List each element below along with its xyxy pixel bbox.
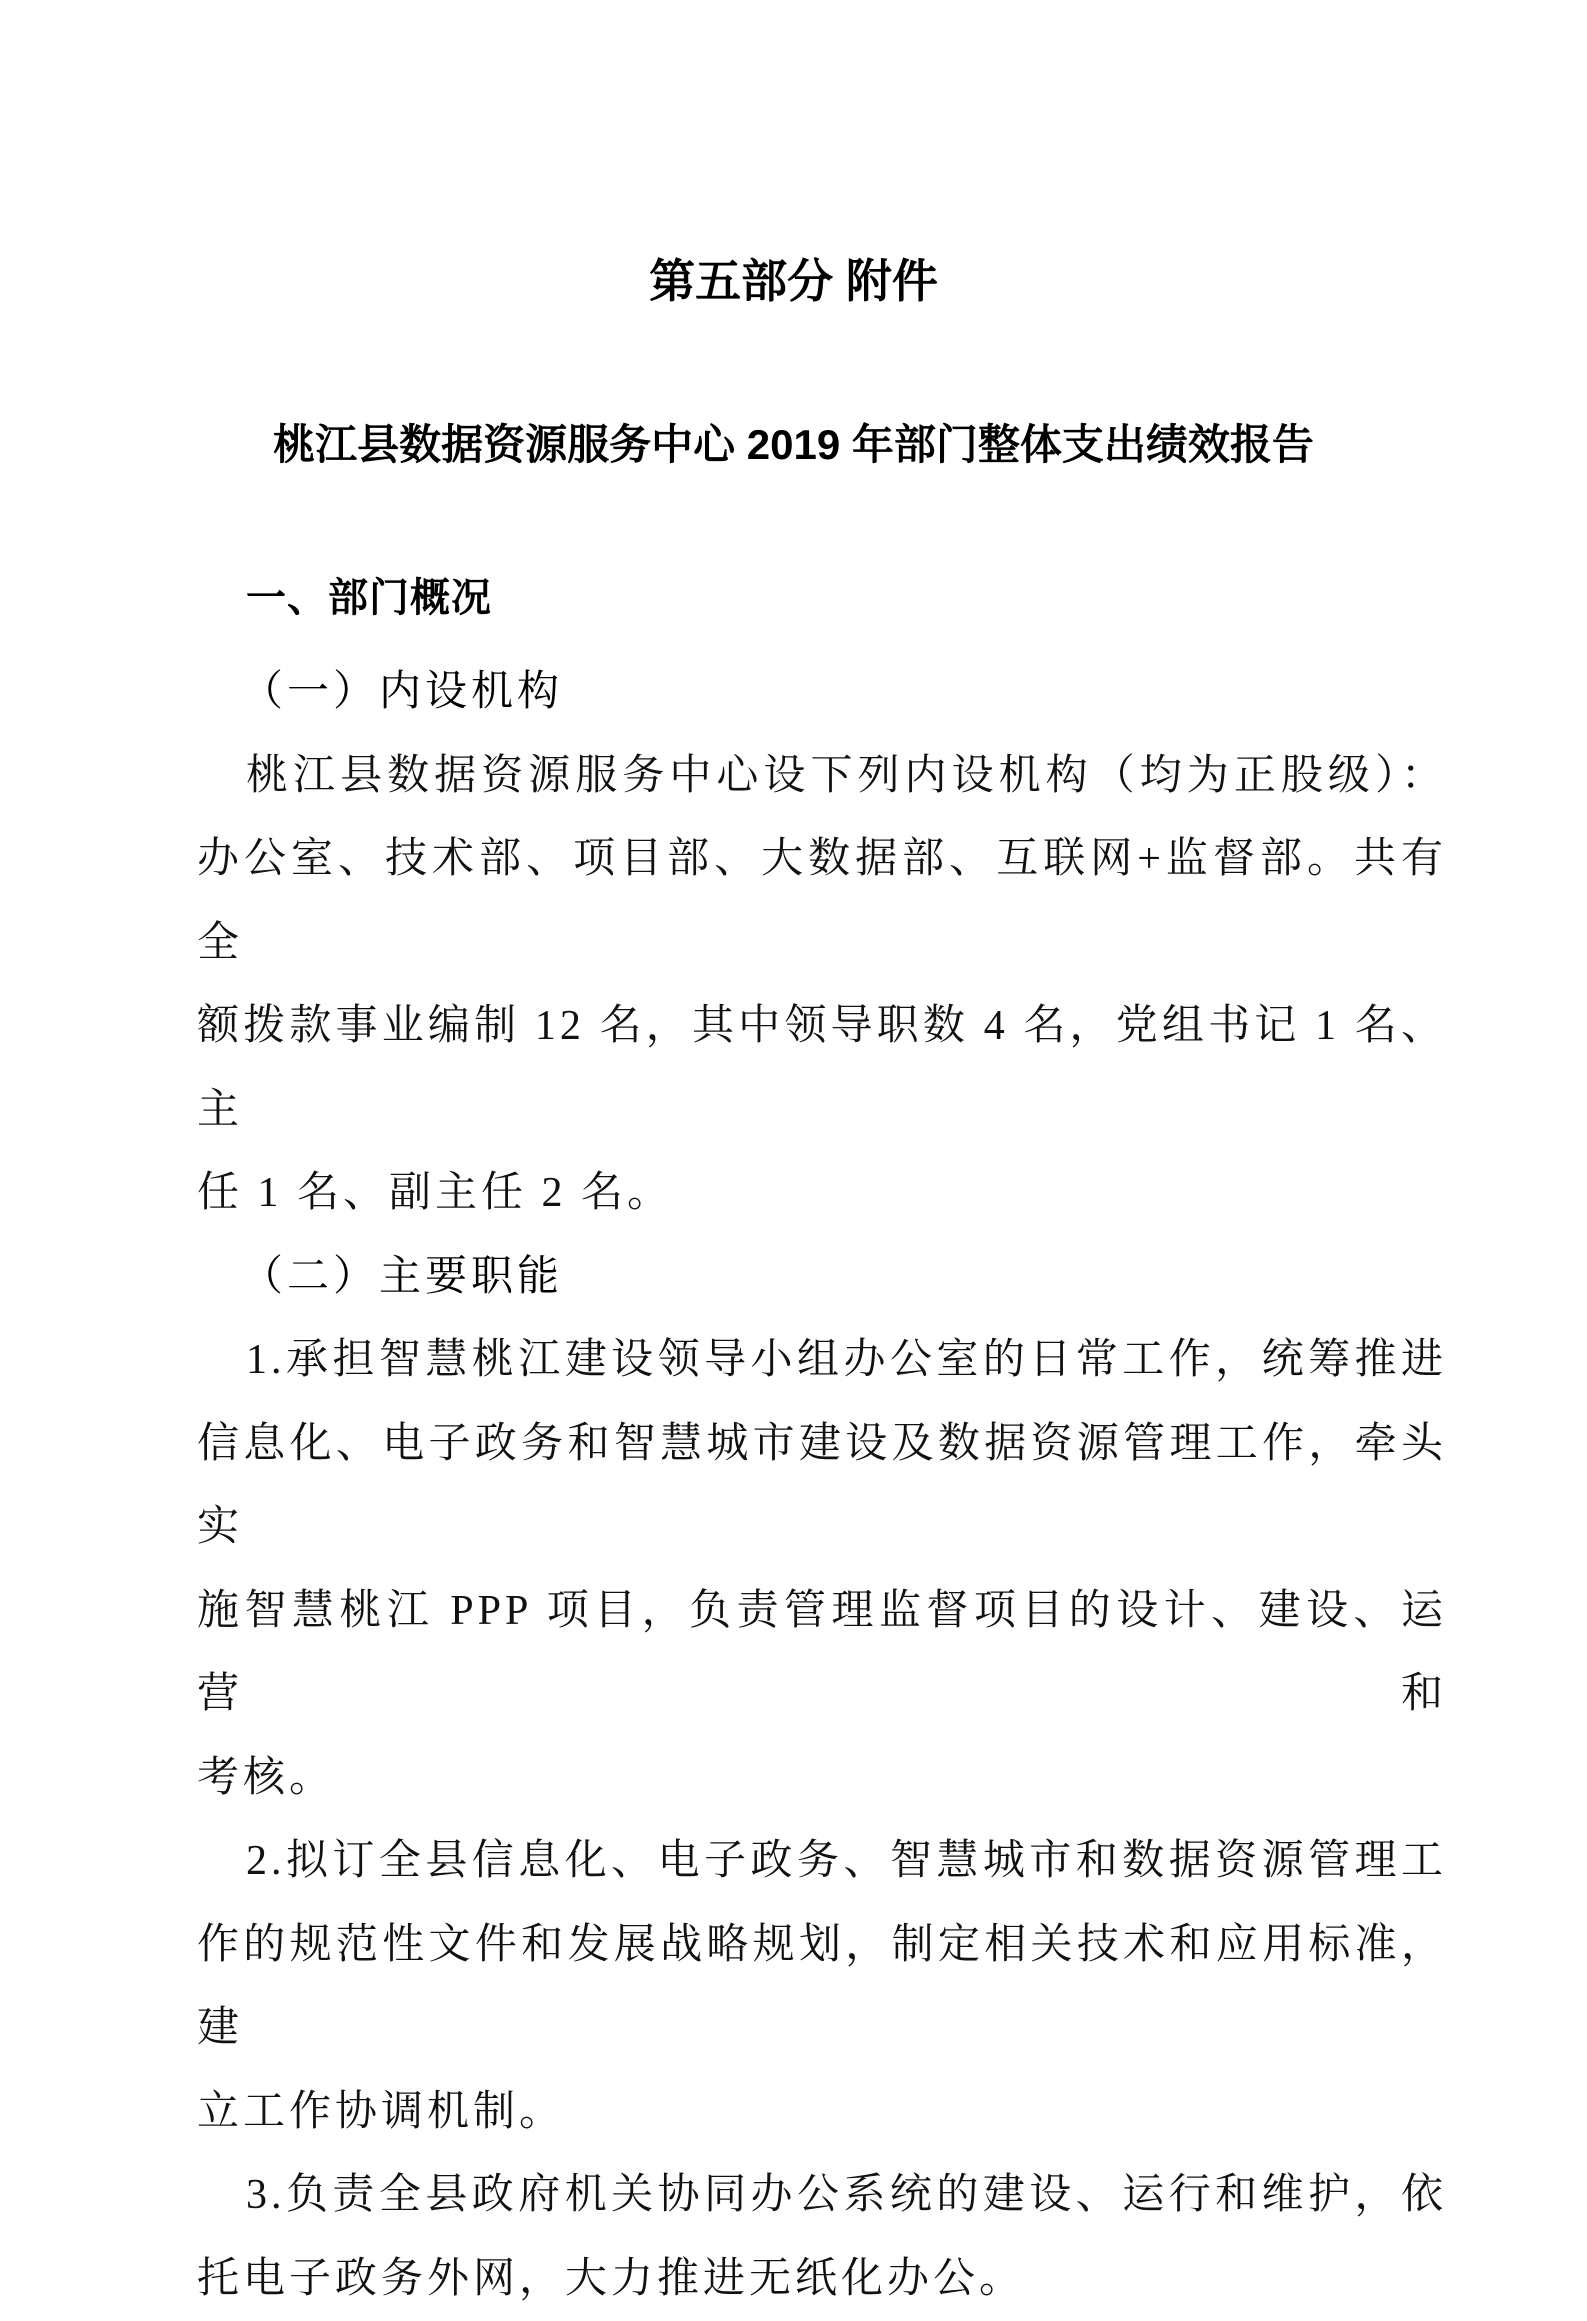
text-line: 作的规范性文件和发展战略规划，制定相关技术和应用标准，建 <box>197 1904 1447 2071</box>
text-line: 办公室、技术部、项目部、大数据部、互联网+监督部。共有全 <box>197 818 1447 985</box>
sub-heading-internal-organs: （一）内设机构 <box>197 651 1447 735</box>
section-heading-overview: 一、部门概况 <box>197 574 1447 622</box>
text-line: 施智慧桃江 PPP 项目，负责管理监督项目的设计、建设、运营和 <box>197 1570 1447 1737</box>
text-line: 立工作协调机制。 <box>197 2071 1447 2155</box>
text-line: 桃江县数据资源服务中心设下列内设机构（均为正股级）： <box>197 735 1447 819</box>
text-line: 3.负责全县政府机关协同办公系统的建设、运行和维护，依 <box>197 2154 1447 2238</box>
text-line: 任 1 名、副主任 2 名。 <box>197 1152 1447 1236</box>
text-line: 额拨款事业编制 12 名，其中领导职数 4 名，党组书记 1 名、主 <box>197 985 1447 1152</box>
body-text-flow <box>197 651 1447 2321</box>
text-line: 托电子政务外网，大力推进无纸化办公。 <box>197 2238 1447 2321</box>
text-line: 2.拟订全县信息化、电子政务、智慧城市和数据资源管理工 <box>197 1820 1447 1904</box>
sub-heading-main-functions: （二）主要职能 <box>197 1236 1447 1320</box>
paragraph-internal-organs <box>197 735 1447 1236</box>
text-line: 信息化、电子政务和智慧城市建设及数据资源管理工作，牵头实 <box>197 1403 1447 1570</box>
paragraph-function-item-3 <box>197 2154 1447 2321</box>
paragraph-function-item-2 <box>197 1820 1447 2154</box>
paragraph-function-item-1 <box>197 1319 1447 1820</box>
text-line: 考核。 <box>197 1737 1447 1821</box>
part-title: 第五部分 附件 <box>0 252 1587 310</box>
document-body <box>0 574 1447 2321</box>
text-line: 1.承担智慧桃江建设领导小组办公室的日常工作，统筹推进 <box>197 1319 1447 1403</box>
report-title: 桃江县数据资源服务中心 2019 年部门整体支出绩效报告 <box>0 420 1587 470</box>
